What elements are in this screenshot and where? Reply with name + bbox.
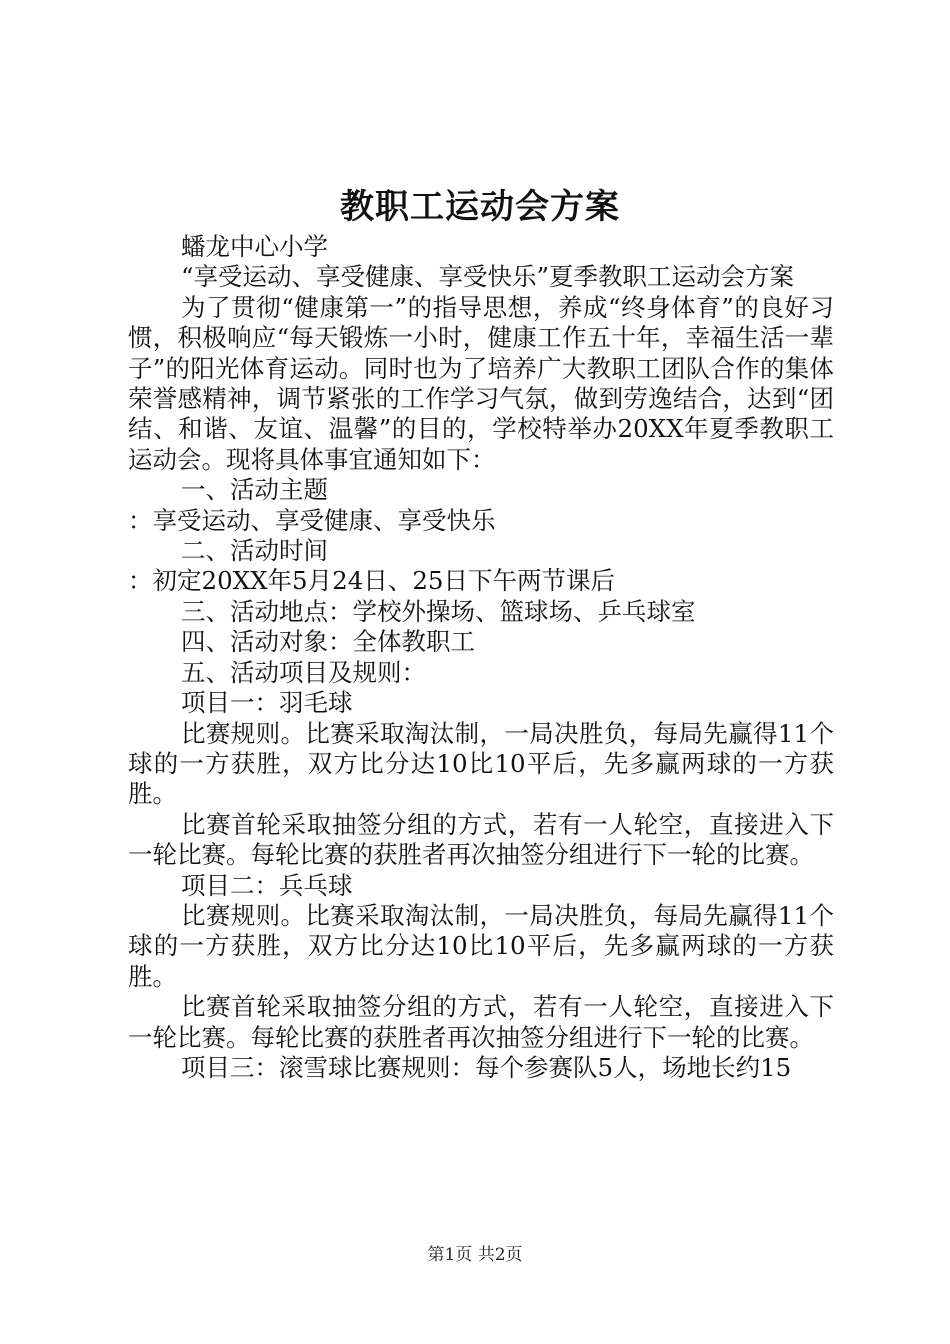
- section-heading-theme: 一、活动主题: [181, 475, 328, 505]
- item-heading-snowball: 项目三：滚雪球比赛规则：每个参赛队5人，场地长约15: [181, 1052, 792, 1082]
- item-heading-pingpong: 项目二：兵乓球: [181, 870, 353, 900]
- section-items-rules: 五、活动项目及规则：: [181, 657, 426, 687]
- school-name: 蟠龙中心小学: [181, 232, 328, 261]
- item-heading-badminton: 项目一：羽毛球: [181, 688, 353, 718]
- section-participants: 四、活动对象：全体教职工: [181, 627, 475, 657]
- section-heading-time: 二、活动时间: [181, 536, 328, 566]
- time-text: ：初定20XX年5月24日、25日下午两节课后: [128, 566, 615, 596]
- badminton-draw: 比赛首轮采取抽签分组的方式，若有一人轮空，直接进入下一轮比赛。每轮比赛的获胜者再次抽签分组进行下一轮的比赛。: [128, 809, 834, 870]
- intro-paragraph: 为了贯彻“健康第一”的指导思想，养成“终身体育”的良好习惯，积极响应“每天锻炼一小时，健康工作五十年，幸福生活一辈子”的阳光体育运动。同时也为了培养广大教职工团队合作的集体荣誉感精神，调节紧张的工作学习气氛，做到劳逸结合，达到“团结、和谐、友谊、温馨”的目的，学校特举办20XX年夏季教职工运动会。现将具体事宜通知如下：: [128, 292, 834, 474]
- plan-subtitle: “享受运动、享受健康、享受快乐”夏季教职工运动会方案: [181, 262, 795, 292]
- section-location: 三、活动地点：学校外操场、篮球场、乒乓球室: [181, 596, 696, 626]
- document-title: 教职工运动会方案: [340, 187, 620, 227]
- pingpong-draw: 比赛首轮采取抽签分组的方式，若有一人轮空，直接进入下一轮比赛。每轮比赛的获胜者再次抽签分组进行下一轮的比赛。: [128, 992, 834, 1052]
- document-body: [128, 232, 834, 1083]
- pingpong-rules: 比赛规则。比赛采取淘汰制，一局决胜负，每局先赢得11个球的一方获胜，双方比分达10比10平后，先多赢两球的一方获胜。: [128, 900, 834, 991]
- badminton-rules: 比赛规则。比赛采取淘汰制，一局决胜负，每局先赢得11个球的一方获胜，双方比分达10比10平后，先多赢两球的一方获胜。: [128, 718, 834, 809]
- theme-text: ：享受运动、享受健康、享受快乐: [128, 505, 496, 535]
- page-footer: 第1页 共2页: [427, 1245, 523, 1265]
